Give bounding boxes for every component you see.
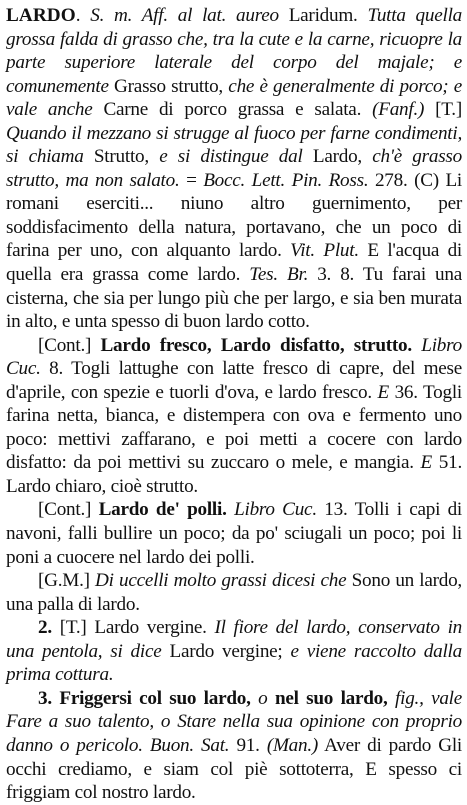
sense-3-friggersi: 3. Friggersi col suo lardo, o nel suo lardo, fig., vale Fare a suo talento, o Stare nella sua opinione con proprio danno o pericolo. Buon. Sat. 91. (Man.) Aver di pardo Gli occhi crediamo, e siam col piè sottoterra, E spesso ci friggiam col nostro lardo. — [6, 687, 463, 804]
entry-headword: LARDO — [6, 5, 76, 26]
sense-lardo-fresco: [Cont.] Lardo fresco, Lardo disfatto, strutto. Libro Cuc. 8. Togli lattughe con latte fresco di capre, del mese d'aprile, con spezie e tuorli d'ova, e lardo fresco. E 36. Togli farina netta, bianca, e distempera con ova e fermento uno poco: mettivi zaffarano, e poi metti a cocere con lardo disfatto: da poi mettivi su zuccaro o mele, e mangia. E 51. Lardo chiaro, cioè strutto. — [6, 334, 462, 497]
entry-definition-paragraph: LARDO. S. m. Aff. al lat. aureo Laridum. Tutta quella grossa falda di grasso che, tra la cute e la carne, ricuopre la parte superiore laterale del corpo del majale; e comunemente Grasso strutto, che è generalmente di porco; e vale anche Carne di porco grassa e salata. (Fanf.) [T.] Quando il mezzano si strugge al fuoco per farne condimenti, si chiama Strutto, e si distingue dal Lardo, ch'è grasso strutto, ma non salato. = Bocc. Lett. Pin. Ross. 278. (C) Li romani eserciti... niuno altro guernimento, per soddisfacimento della natura, portavano, che un poco di farina per uno, con alquanto lardo. Vit. Plut. E l'acqua di quella era grassa come lardo. Tes. Br. 3. 8. Tu farai una cisterna, che sia per lungo più che per largo, e sia ben murata in alto, e unta spesso di buon lardo cotto. — [6, 5, 463, 333]
sense-2-lardo-vergine: 2. [T.] Lardo vergine. Il fiore del lardo, conservato in una pentola, si dice Lardo vergine; e viene raccolto dalla prima cottura. — [6, 617, 462, 686]
sense-uccelli-grassi: [G.M.] Di uccelli molto grassi dicesi che Sono un lardo, una palla di lardo. — [6, 570, 462, 615]
sense-lardo-de-polli: [Cont.] Lardo de' polli. Libro Cuc. 13. Tolli i capi di navoni, falli bullire un poco; da po' sciugali un poco; poi li poni a cuocere nel lardo dei polli. — [6, 499, 462, 568]
